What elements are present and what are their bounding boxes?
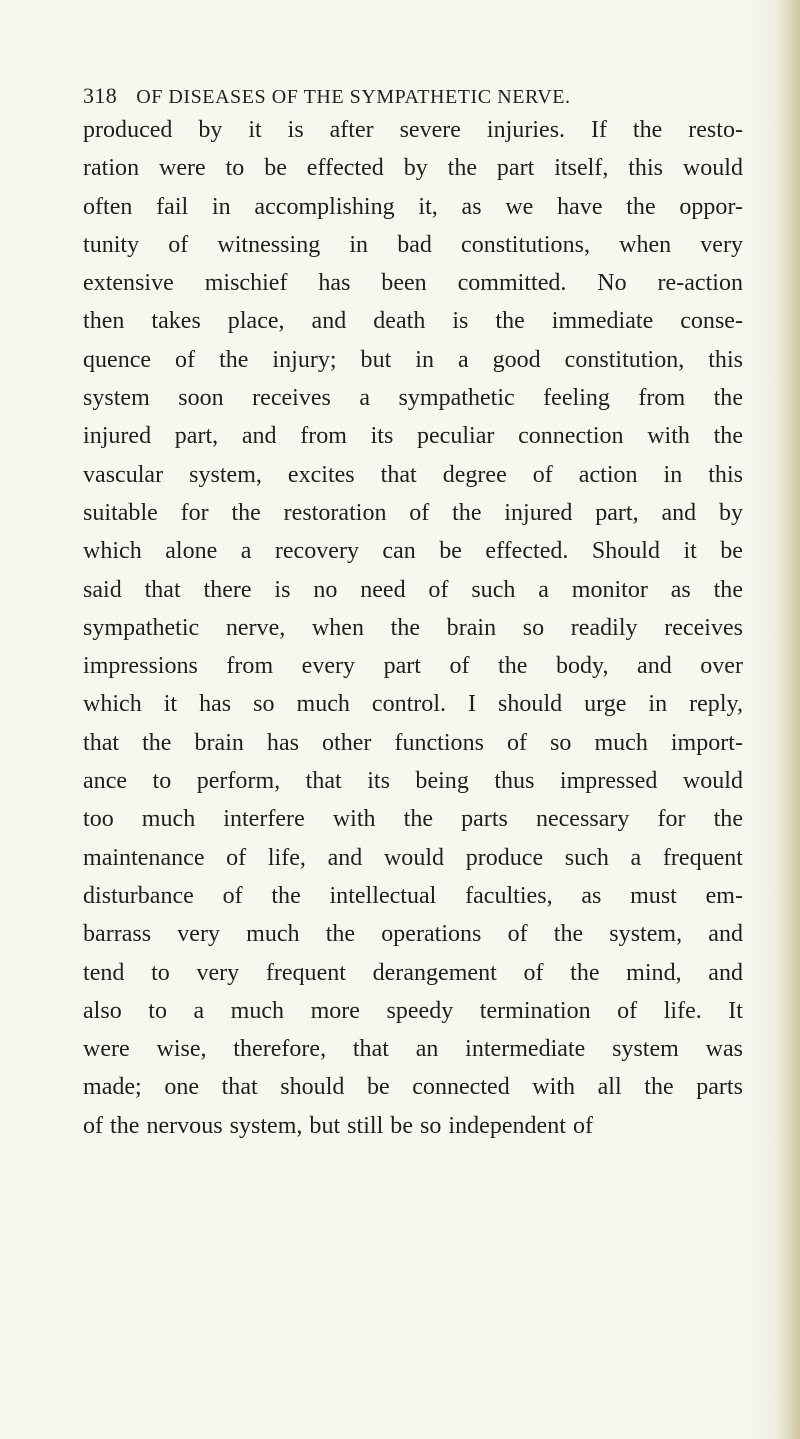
text-line: often fail in accomplishing it, as we have the oppor- <box>83 193 743 220</box>
text-line: extensive mischief has been committed. No re-action <box>83 270 743 297</box>
text-line: ance to perform, that its being thus impressed would <box>83 768 743 795</box>
text-line: that the brain has other functions of so much import- <box>83 729 743 756</box>
text-line: also to a much more speedy termination of life. It <box>83 997 743 1024</box>
text-line: system soon receives a sympathetic feeling from the <box>83 385 743 412</box>
text-line: barrass very much the operations of the system, and <box>83 921 743 948</box>
text-line: suitable for the restoration of the injured part, and by <box>83 499 743 526</box>
page-edge-shadow <box>774 0 800 1439</box>
text-line: vascular system, excites that degree of action in this <box>83 461 743 488</box>
text-line: impressions from every part of the body, and over <box>83 653 743 680</box>
page-header <box>83 78 703 114</box>
text-line: were wise, therefore, that an intermediate system was <box>83 1036 743 1063</box>
body-text <box>83 111 743 1145</box>
text-line: disturbance of the intellectual faculties, as must em- <box>83 882 743 909</box>
text-line: sympathetic nerve, when the brain so readily receives <box>83 614 743 641</box>
text-line: injured part, and from its peculiar connection with the <box>83 423 743 450</box>
text-line: produced by it is after severe injuries. If the resto- <box>83 117 743 143</box>
text-line: ration were to be effected by the part itself, this would <box>83 155 743 182</box>
text-line: which it has so much control. I should urge in reply, <box>83 691 743 718</box>
text-line: maintenance of life, and would produce such a frequent <box>83 844 743 871</box>
text-line: which alone a recovery can be effected. Should it be <box>83 538 743 565</box>
page-number: 318 <box>83 83 118 108</box>
text-line: then takes place, and death is the immediate conse- <box>83 308 743 335</box>
running-title: OF DISEASES OF THE SYMPATHETIC NERVE. <box>136 86 571 108</box>
text-line: too much interfere with the parts necessary for the <box>83 806 743 833</box>
text-line: tend to very frequent derangement of the mind, and <box>83 959 743 986</box>
text-line: said that there is no need of such a monitor as the <box>83 576 743 603</box>
text-line: tunity of witnessing in bad constitutions, when very <box>83 231 743 258</box>
text-line: made; one that should be connected with all the parts <box>83 1074 743 1101</box>
text-line: quence of the injury; but in a good constitution, this <box>83 346 743 373</box>
text-line: of the nervous system, but still be so independent of <box>83 1112 593 1139</box>
